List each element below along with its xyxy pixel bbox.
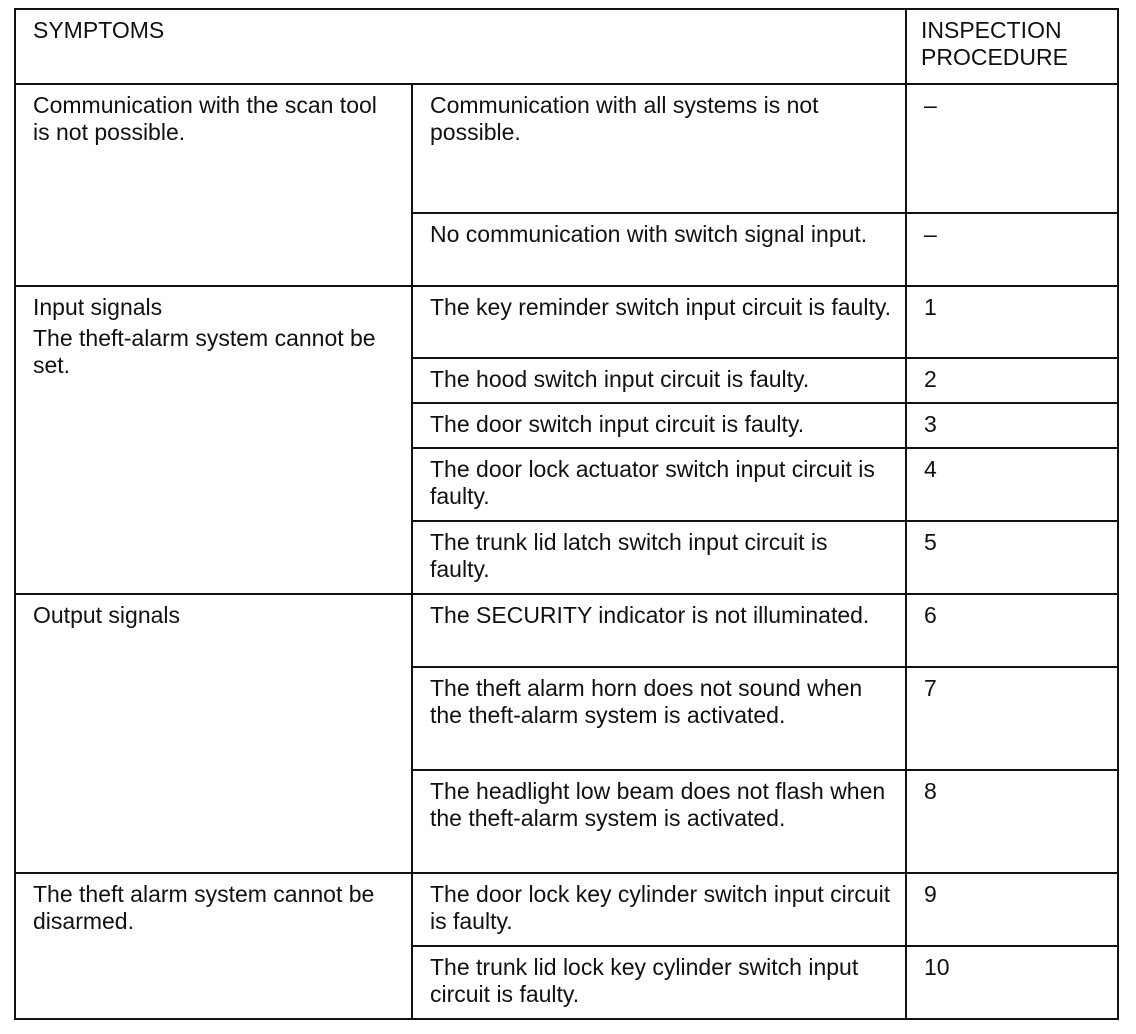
- symptom-cell: The door lock key cylinder switch input circuit is faulty.: [412, 873, 906, 946]
- procedure-cell: 5: [906, 521, 1118, 594]
- table-row: [15, 84, 1118, 213]
- procedure-cell: –: [906, 84, 1118, 213]
- procedure-cell: 9: [906, 873, 1118, 946]
- symptom-cell: The trunk lid lock key cylinder switch input circuit is faulty.: [412, 946, 906, 1019]
- procedure-cell: –: [906, 213, 1118, 286]
- group-description: The theft-alarm system cannot be set.: [33, 325, 376, 378]
- procedure-cell: 3: [906, 403, 1118, 448]
- symptom-table: [14, 8, 1119, 1020]
- procedure-cell: 7: [906, 667, 1118, 770]
- symptom-cell: The trunk lid latch switch input circuit is faulty.: [412, 521, 906, 594]
- symptom-group-communication: [15, 84, 412, 286]
- symptom-group-cannot-disarm: [15, 873, 412, 1019]
- table-row: [15, 286, 1118, 358]
- table-row: [15, 594, 1118, 667]
- symptom-group-input-signals: [15, 286, 412, 594]
- header-row: [15, 9, 1118, 84]
- symptom-cell: No communication with switch signal input.: [412, 213, 906, 286]
- table-row: [15, 873, 1118, 946]
- symptom-cell: The hood switch input circuit is faulty.: [412, 358, 906, 403]
- symptoms-header: SYMPTOMS: [15, 9, 906, 84]
- symptom-cell: The door lock actuator switch input circuit is faulty.: [412, 448, 906, 521]
- procedure-cell: 2: [906, 358, 1118, 403]
- group-label: Output signals: [33, 602, 181, 628]
- group-label: The theft alarm system cannot be disarmed.: [33, 881, 375, 934]
- symptom-cell: The key reminder switch input circuit is faulty.: [412, 286, 906, 358]
- symptom-cell: The door switch input circuit is faulty.: [412, 403, 906, 448]
- symptom-cell: Communication with all systems is not possible.: [412, 84, 906, 213]
- symptom-cell: The theft alarm horn does not sound when the theft-alarm system is activated.: [412, 667, 906, 770]
- inspection-procedure-header: INSPECTION PROCEDURE: [906, 9, 1118, 84]
- symptom-cell: The headlight low beam does not flash when the theft-alarm system is activated.: [412, 770, 906, 873]
- group-label: Communication with the scan tool is not possible.: [33, 92, 377, 145]
- procedure-cell: 6: [906, 594, 1118, 667]
- symptom-cell: The SECURITY indicator is not illuminated.: [412, 594, 906, 667]
- procedure-cell: 8: [906, 770, 1118, 873]
- procedure-cell: 1: [906, 286, 1118, 358]
- group-label: Input signals: [33, 294, 163, 320]
- procedure-cell: 4: [906, 448, 1118, 521]
- procedure-cell: 10: [906, 946, 1118, 1019]
- symptom-group-output-signals: [15, 594, 412, 873]
